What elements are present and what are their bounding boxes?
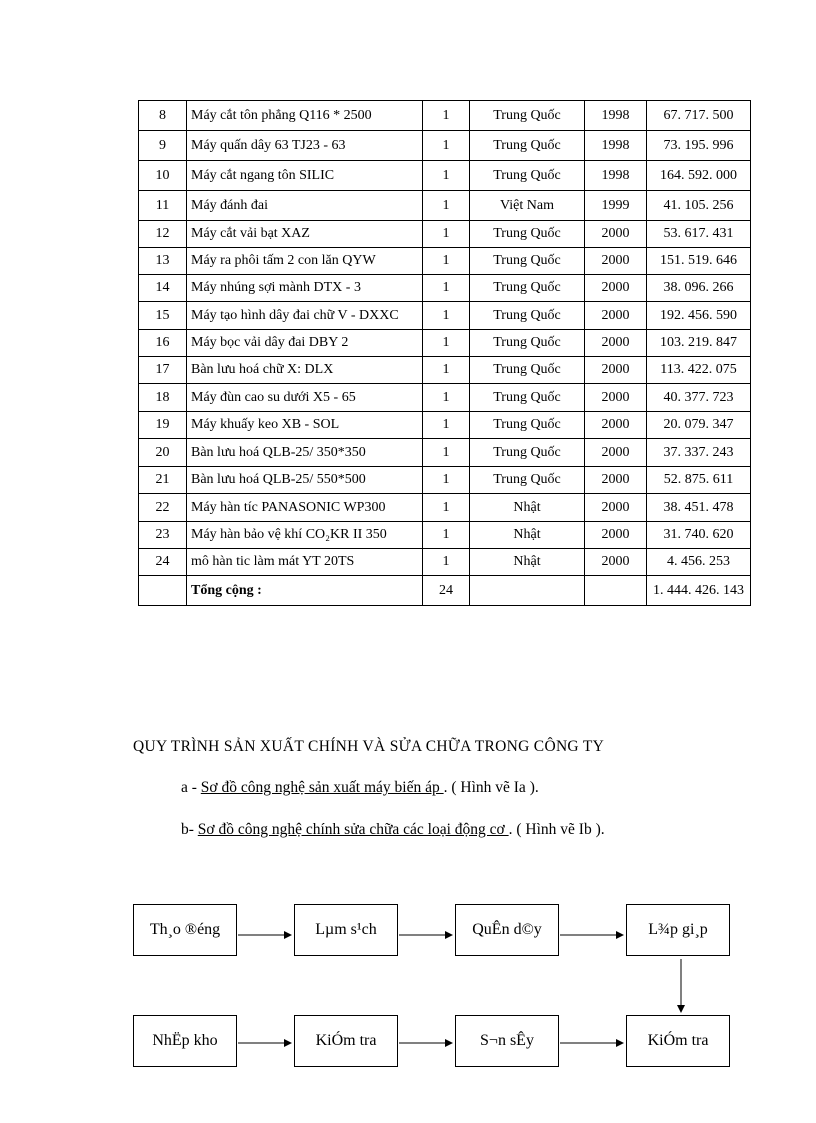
- cell-no: 9: [139, 131, 187, 161]
- cell-name: Máy khuấy keo XB - SOL: [187, 412, 423, 439]
- cell-no: 10: [139, 161, 187, 191]
- cell-value: 40. 377. 723: [647, 384, 751, 412]
- cell-name: Máy bọc vải dây đai DBY 2: [187, 330, 423, 357]
- table-row: [139, 330, 751, 357]
- table-row: [139, 101, 751, 131]
- cell-value: 67. 717. 500: [647, 101, 751, 131]
- cell-no: 20: [139, 439, 187, 467]
- cell-no: 8: [139, 101, 187, 131]
- item-a-suffix: . ( Hình vẽ Ia ).: [443, 779, 539, 796]
- cell-year: 1998: [585, 101, 647, 131]
- item-b-suffix: . ( Hình vẽ Ib ).: [508, 821, 605, 838]
- cell-no: 14: [139, 275, 187, 302]
- cell-origin: Nhật: [470, 494, 585, 522]
- cell-name: Máy đùn cao su dưới X5 - 65: [187, 384, 423, 412]
- cell-value: 20. 079. 347: [647, 412, 751, 439]
- cell-origin: Trung Quốc: [470, 275, 585, 302]
- cell-year: 2000: [585, 549, 647, 576]
- cell-origin: Trung Quốc: [470, 357, 585, 384]
- table-row: [139, 549, 751, 576]
- cell-name: Máy hàn tíc PANASONIC WP300: [187, 494, 423, 522]
- cell-value: 37. 337. 243: [647, 439, 751, 467]
- cell-name: Máy quấn dây 63 TJ23 - 63: [187, 131, 423, 161]
- cell-origin: Trung Quốc: [470, 412, 585, 439]
- table-row: [139, 494, 751, 522]
- cell-qty: 1: [423, 131, 470, 161]
- item-a-title: Sơ đồ công nghệ sản xuất máy biến áp: [200, 779, 444, 796]
- cell-value: 1. 444. 426. 143: [647, 576, 751, 606]
- cell-origin: Trung Quốc: [470, 101, 585, 131]
- table-row: [139, 191, 751, 221]
- cell-value: 103. 219. 847: [647, 330, 751, 357]
- flow-box-assemble: L¾p gi¸p: [626, 904, 730, 956]
- table-row: [139, 522, 751, 549]
- cell-no: [139, 576, 187, 606]
- cell-name: Máy ra phôi tấm 2 con lăn QYW: [187, 248, 423, 275]
- cell-year: 2000: [585, 357, 647, 384]
- cell-origin: Trung Quốc: [470, 221, 585, 248]
- section-heading: QUY TRÌNH SẢN XUẤT CHÍNH VÀ SỬA CHỮA TRONG CÔNG TY: [133, 738, 605, 755]
- table-row: [139, 161, 751, 191]
- cell-qty: 1: [423, 384, 470, 412]
- cell-qty: 1: [423, 275, 470, 302]
- cell-origin: Trung Quốc: [470, 467, 585, 494]
- cell-no: 19: [139, 412, 187, 439]
- cell-value: 4. 456. 253: [647, 549, 751, 576]
- flow-box-clean: Lµm s¹ch: [294, 904, 398, 956]
- cell-qty: 1: [423, 439, 470, 467]
- cell-year: 2000: [585, 302, 647, 330]
- equipment-table-body: [139, 101, 751, 606]
- cell-no: 21: [139, 467, 187, 494]
- cell-year: 2000: [585, 248, 647, 275]
- cell-qty: 1: [423, 248, 470, 275]
- cell-origin: Trung Quốc: [470, 131, 585, 161]
- cell-no: 23: [139, 522, 187, 549]
- cell-value: 192. 456. 590: [647, 302, 751, 330]
- table-row: [139, 384, 751, 412]
- cell-no: 15: [139, 302, 187, 330]
- cell-name: Tổng cộng :: [187, 576, 423, 606]
- cell-name: Máy cắt tôn phẳng Q116 * 2500: [187, 101, 423, 131]
- cell-no: 17: [139, 357, 187, 384]
- cell-origin: Nhật: [470, 549, 585, 576]
- cell-year: 1998: [585, 161, 647, 191]
- cell-origin: Trung Quốc: [470, 384, 585, 412]
- cell-name: Máy hàn bảo vệ khí CO₂KR II 350: [187, 522, 423, 549]
- cell-origin: Nhật: [470, 522, 585, 549]
- cell-qty: 1: [423, 494, 470, 522]
- cell-origin: Trung Quốc: [470, 161, 585, 191]
- flow-box-inspect: KiÓm tra: [626, 1015, 730, 1067]
- cell-qty: 1: [423, 302, 470, 330]
- cell-value: 38. 096. 266: [647, 275, 751, 302]
- cell-name: Bàn lưu hoá QLB-25/ 350*350: [187, 439, 423, 467]
- cell-name: Máy tạo hình dây đai chữ V - DXXC: [187, 302, 423, 330]
- cell-origin: Việt Nam: [470, 191, 585, 221]
- cell-year: 2000: [585, 439, 647, 467]
- flow-box-warehouse: NhËp kho: [133, 1015, 237, 1067]
- cell-qty: 1: [423, 357, 470, 384]
- cell-qty: 1: [423, 412, 470, 439]
- cell-year: 2000: [585, 330, 647, 357]
- cell-year: 2000: [585, 384, 647, 412]
- equipment-table: [138, 100, 751, 606]
- table-row: [139, 357, 751, 384]
- item-b-prefix: b-: [181, 821, 198, 838]
- cell-origin: Trung Quốc: [470, 302, 585, 330]
- table-row: [139, 412, 751, 439]
- cell-name: Máy cắt ngang tôn SILIC: [187, 161, 423, 191]
- cell-value: 41. 105. 256: [647, 191, 751, 221]
- table-row: [139, 439, 751, 467]
- cell-year: 2000: [585, 467, 647, 494]
- cell-qty: 1: [423, 161, 470, 191]
- cell-qty: 1: [423, 221, 470, 248]
- cell-name: mô hàn tic làm mát YT 20TS: [187, 549, 423, 576]
- cell-year: 2000: [585, 494, 647, 522]
- cell-name: Máy cắt vải bạt XAZ: [187, 221, 423, 248]
- cell-year: 2000: [585, 412, 647, 439]
- cell-value: 113. 422. 075: [647, 357, 751, 384]
- cell-no: 12: [139, 221, 187, 248]
- cell-no: 13: [139, 248, 187, 275]
- cell-origin: Trung Quốc: [470, 439, 585, 467]
- item-a: [181, 779, 539, 797]
- table-row: [139, 467, 751, 494]
- cell-qty: 1: [423, 467, 470, 494]
- table-total-row: [139, 576, 751, 606]
- table-row: [139, 221, 751, 248]
- cell-no: 11: [139, 191, 187, 221]
- cell-no: 22: [139, 494, 187, 522]
- cell-year: 1998: [585, 131, 647, 161]
- table-row: [139, 302, 751, 330]
- cell-qty: 24: [423, 576, 470, 606]
- cell-value: 38. 451. 478: [647, 494, 751, 522]
- cell-year: 2000: [585, 522, 647, 549]
- cell-no: 18: [139, 384, 187, 412]
- item-a-prefix: a -: [181, 779, 201, 796]
- cell-name: Máy đánh đai: [187, 191, 423, 221]
- cell-name: Máy nhúng sợi mành DTX - 3: [187, 275, 423, 302]
- cell-value: 53. 617. 431: [647, 221, 751, 248]
- cell-year: [585, 576, 647, 606]
- cell-value: 52. 875. 611: [647, 467, 751, 494]
- cell-no: 24: [139, 549, 187, 576]
- cell-no: 16: [139, 330, 187, 357]
- cell-qty: 1: [423, 330, 470, 357]
- item-b-title: Sơ đồ công nghệ chính sửa chữa các loại động cơ: [197, 821, 509, 838]
- cell-origin: Trung Quốc: [470, 248, 585, 275]
- flow-box-winding: QuÊn d©y: [455, 904, 559, 956]
- cell-value: 31. 740. 620: [647, 522, 751, 549]
- cell-year: 2000: [585, 275, 647, 302]
- flow-box-inspect-final: KiÓm tra: [294, 1015, 398, 1067]
- table-row: [139, 275, 751, 302]
- cell-name: Bàn lưu hoá chữ X: DLX: [187, 357, 423, 384]
- cell-year: 1999: [585, 191, 647, 221]
- cell-value: 73. 195. 996: [647, 131, 751, 161]
- table-row: [139, 131, 751, 161]
- item-b: [181, 821, 605, 839]
- cell-year: 2000: [585, 221, 647, 248]
- cell-qty: 1: [423, 191, 470, 221]
- cell-value: 164. 592. 000: [647, 161, 751, 191]
- cell-name: Bàn lưu hoá QLB-25/ 550*500: [187, 467, 423, 494]
- flow-box-paint-dry: S¬n sÊy: [455, 1015, 559, 1067]
- cell-qty: 1: [423, 101, 470, 131]
- cell-value: 151. 519. 646: [647, 248, 751, 275]
- cell-qty: 1: [423, 522, 470, 549]
- table-row: [139, 248, 751, 275]
- cell-qty: 1: [423, 549, 470, 576]
- flow-box-disassemble: Th¸o ®éng: [133, 904, 237, 956]
- cell-origin: Trung Quốc: [470, 330, 585, 357]
- cell-origin: [470, 576, 585, 606]
